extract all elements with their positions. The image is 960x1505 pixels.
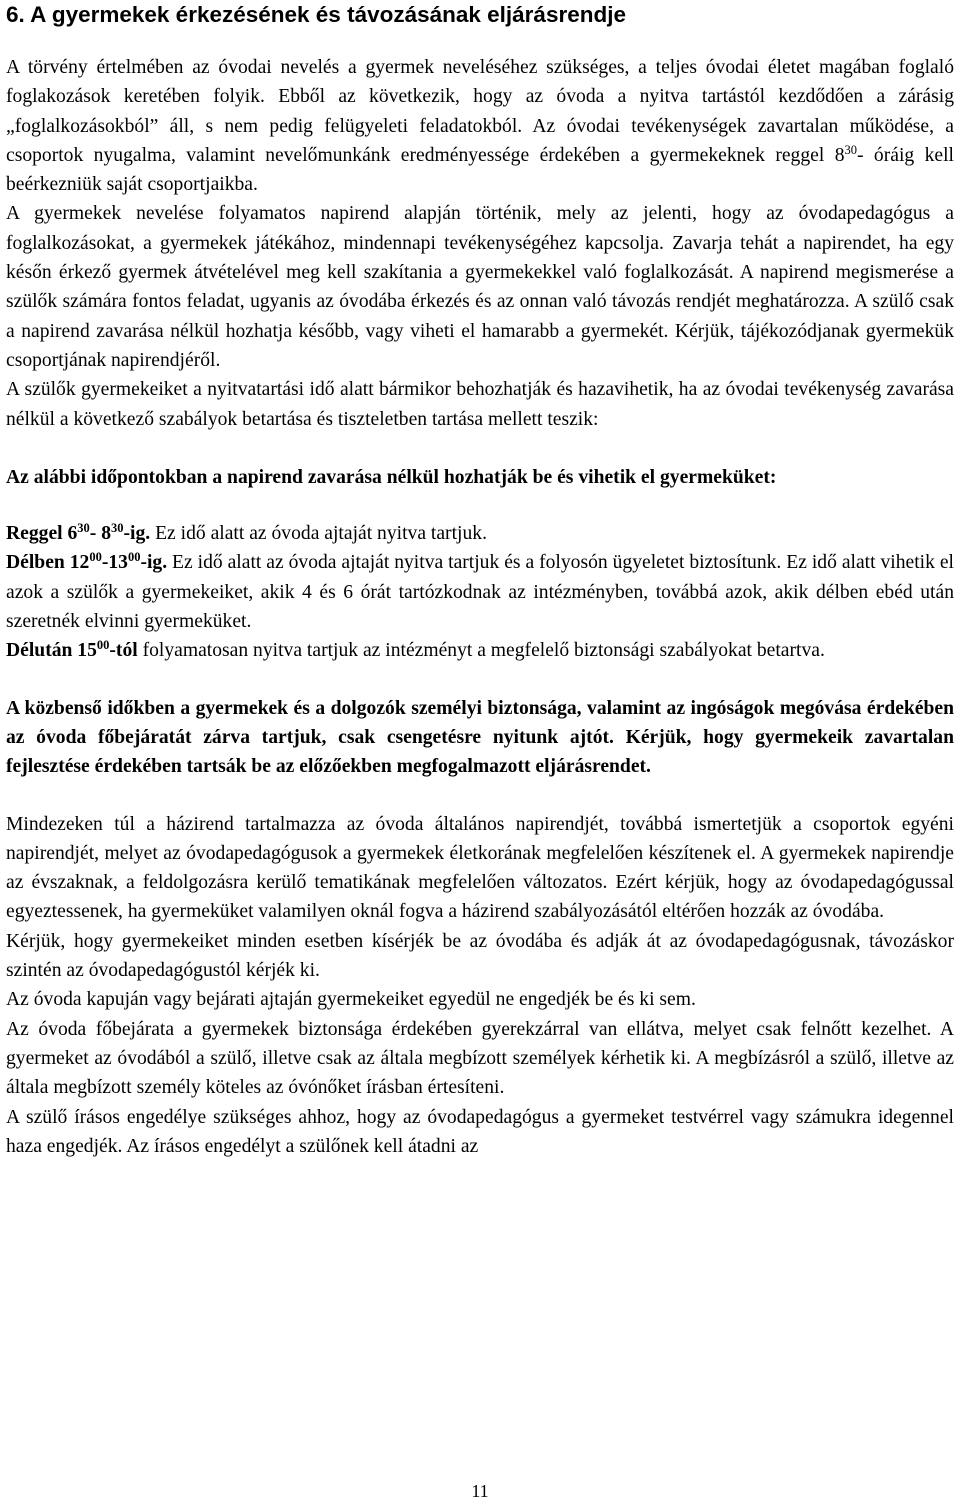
afternoon-paragraph [6,636,954,665]
morning-time-label: Reggel $6^{30}-$ $8^{30}-ig$. [6,521,151,545]
escort-paragraph: Kérjük, hogy gyermekeiket minden esetben kísérjék be az óvodába és adják át az óvodapedagógusnak, távozáskor szintén az óvodapedagógustól kérjék ki. [6,930,954,982]
afternoon-text: folyamatosan nyitva tartjuk az intézményt a megfelelő biztonsági szabályokat betartva. [137,640,825,662]
noon-text: Ez idő alatt az óvoda ajtaját nyitva tartjuk és a folyosón ügyeletet biztosítunk. Ez idő alatt vihetik el azok a szülők a gyermekeiket, akik 4 és 6 órát tartózkodnak az intézményben, továbbá azok, akik délben ebéd után szeretnék elvinni gyermeküket. [6,552,954,633]
section-heading: 6. A gyermekek érkezésének és távozásának eljárásrendje [6,2,626,27]
child-lock-paragraph: Az óvoda főbejárata a gyermekek biztonsága érdekében gyerekzárral van ellátva, melyet csak felnőtt kezelhet. A gyermeket az óvodából a szülő, illetve csak az általa megbízott személyek kérhetik ki. A megbízásról a szülő, illetve az általa megbízott személy köteles az óvónőket írásban értesíteni. [6,1018,954,1099]
noon-paragraph [6,548,954,636]
written-permission-paragraph: A szülő írásos engedélye szükséges ahhoz, hogy az óvodapedagógus a gyermeket testvérrel vagy számukra idegennel haza engedjék. Az írásos engedélyt a szülőnek kell átadni az [6,1106,954,1157]
spacer [6,434,954,463]
afternoon-time-label: Délután $15^{00}$-tól [6,638,138,662]
spacer [6,492,954,519]
document-page [6,0,954,1161]
morning-paragraph [6,519,954,548]
napirend-paragraph: A gyermekek nevelése folyamatos napirend alapján történik, mely az jelenti, hogy az óvodapedagógus a foglalkozásokat, a gyermekek játékához, mindennapi tevékenységéhez kapcsolja. Zavarja tehát a napirendet, ha egy későn érkező gyermek átvételével meg kell szakítania a gyermekekkel való foglalkozását. A napirend megismerése a szülők számára fontos feladat, ugyanis az óvodába érkezés és az onnan való távozás rendjét meghatározza. A szülő csak a napirend zavarása nélkül hozhatja később, vagy viheti el hamarabb a gyermekét. Kérjük, tájékozódjanak gyermekük csoportjának napirendjéről. [6,203,954,371]
times-heading: Az alábbi időpontokban a napirend zavarása nélkül hozhatják be és vihetik el gyermeküket: [6,466,777,488]
intro-paragraph [6,53,954,199]
spacer [6,666,954,694]
intro-text: A törvény értelmében az óvodai nevelés a gyermek neveléséhez szükséges, a teljes óvodai életet magában foglaló foglakozások keretében folyik. Ebből az következik, hogy az óvoda a nyitva tartástól kezdődően a zárásig „foglalkozásokból” áll, s nem pedig felügyeleti feladatokból. Az óvodai tevékenységek zavartalan működése, a csoportok nyugalma, valamint nevelőmunkánk eredményessége érdekében a gyermekeknek reggel 8 [6,57,954,166]
intro-superscript: 30 [844,142,857,157]
gate-paragraph: Az óvoda kapuján vagy bejárati ajtaján gyermekeiket egyedül ne engedjék be és ki sem. [6,989,696,1011]
parents-paragraph: A szülők gyermekeiket a nyitvatartási idő alatt bármikor behozhatják és hazavihetik, ha az óvodai tevékenység zavarása nélkül a következő szabályok betartása és tiszteletben tartása mellett teszik: [6,379,954,430]
page-number: 11 [471,1481,489,1501]
intro-text-end: - óráig kell beérkezniük saját csoportjaikba. [6,144,954,196]
safety-paragraph: A közbenső időkben a gyermekek és a dolgozók személyi biztonsága, valamint az ingóságok megóvása érdekében az óvoda főbejáratát zárva tartjuk, csak csengetésre nyitunk ajtót. Kérjük, hogy gyermekeik zavartalan fejlesztése érdekében tartsák be az előzőekben megfogalmazott eljárásrendet. [6,697,954,778]
noon-time-label: Délben $12^{00}-13^{00}-ig$. [6,550,168,574]
morning-text: Ez idő alatt az óvoda ajtaját nyitva tartjuk. [150,523,487,545]
spacer [6,29,954,53]
house-rules-paragraph: Mindezeken túl a házirend tartalmazza az óvoda általános napirendjét, továbbá ismertetjük a csoportok egyéni napirendjét, melyet az óvodapedagógusok a gyermekek életkorának megfelelően készítenek el. A gyermekek napirendje az évszaknak, a feldolgozásra kerülő tematikának megfelelően változatos. Ezért kérjük, hogy az óvodapedagógussal egyeztessenek, ha gyermeküket valamilyen oknál fogva a házirend szabályozásától eltérően hozzák az óvodába. [6,813,954,923]
spacer [6,782,954,810]
